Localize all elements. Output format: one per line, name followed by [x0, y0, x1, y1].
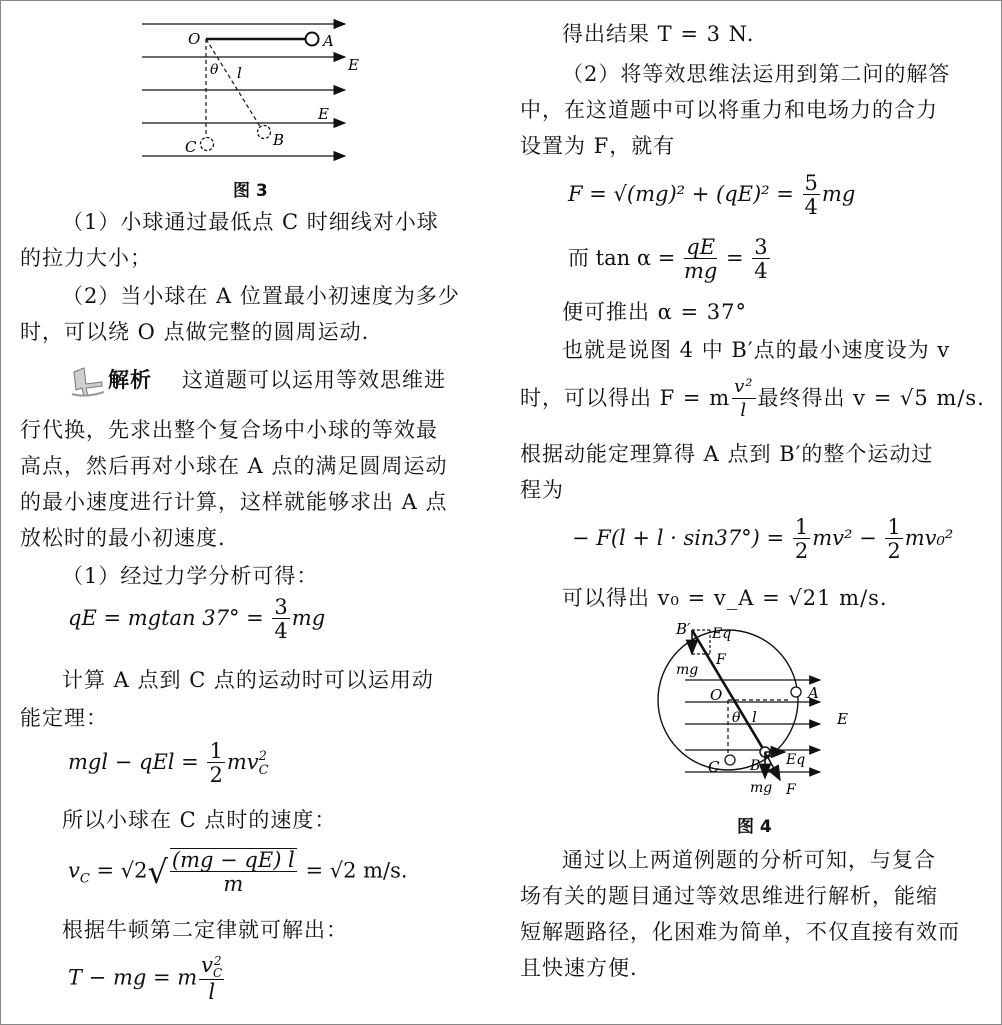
fig3-label-b: B [273, 131, 285, 149]
result-line: 得出结果 T = 3 N. [562, 22, 755, 46]
eq3-lhs: v [68, 858, 80, 883]
fig4-label-eq1: Eq [712, 626, 732, 642]
bprime-fraction [732, 376, 755, 423]
eq5-lhs: F = √(mg)² + (qE)² = [568, 182, 801, 206]
eq6-fraction-1 [684, 236, 717, 283]
eq1-fraction [272, 596, 289, 643]
fig4-label-theta: θ [732, 710, 741, 726]
bprime-frac-num: v² [734, 376, 754, 397]
equation-7 [572, 516, 953, 563]
eq3-fraction [170, 848, 297, 896]
analysis-line2: 行代换，先求出整个复合场中小球的等效最 [20, 418, 438, 442]
analysis-label: 解析 [108, 368, 152, 392]
figure-4-diagram [650, 612, 860, 802]
eq5-fraction [803, 172, 820, 219]
conclusion-line2: 场有关的题目通过等效思维进行解析，能缩 [520, 884, 938, 908]
energy-line1: 根据动能定理算得 A 点到 B′的整个运动过 [520, 442, 934, 466]
bprime-frac-den: l [740, 400, 748, 421]
eq4-num-v: v [201, 953, 214, 977]
eq4-num-sup: 2 [213, 953, 222, 968]
analysis-chair-icon [68, 364, 108, 398]
question-2-line1: （2）当小球在 A 位置最小初速度为多少 [62, 284, 460, 308]
analysis-line3: 高点，然后再对小球在 A 点的满足圆周运动 [20, 454, 448, 478]
part2-line3: 设置为 F，就有 [520, 134, 676, 158]
eq7-den2: 2 [887, 539, 901, 563]
fig4-label-a: A [808, 684, 819, 702]
eq1-den: 4 [274, 619, 288, 643]
figure-3-caption: 图 3 [233, 181, 268, 201]
fig4-label-o: O [710, 686, 723, 704]
eq6-eq: = [719, 246, 751, 270]
calc-line1: 计算 A 点到 C 点的运动时可以运用动 [62, 668, 434, 692]
analysis-line4: 的最小速度进行计算，这样就能够求出 A 点 [20, 490, 448, 514]
equation-6 [568, 236, 772, 283]
fig4-label-e: E [837, 710, 848, 728]
eq7-lhs: − F(l + l · sin37°) = [572, 526, 791, 550]
fig4-label-eq2: Eq [786, 752, 806, 768]
conclusion-line4: 且快速方便. [520, 956, 638, 980]
eq4-lhs: T − mg = m [68, 965, 198, 990]
eq4-fraction [199, 954, 224, 1004]
eq7-mid: mv² − [812, 526, 884, 550]
fig3-label-e2: E [318, 105, 329, 123]
fig3-label-theta: θ [210, 62, 219, 78]
eq2-sub: C [258, 762, 269, 778]
eq5-den: 4 [804, 195, 818, 219]
eq7-num2: 1 [887, 515, 901, 539]
final-line: 可以得出 v₀ = v_A = √21 m/s. [562, 586, 888, 610]
speed-line: 所以小球在 C 点时的速度： [62, 808, 337, 832]
eq7-den1: 2 [794, 539, 809, 563]
eq2-rhs: mv [226, 750, 259, 774]
equation-2 [68, 740, 269, 787]
eq1-rhs: mg [291, 606, 326, 630]
eq2-sup: 2 [258, 748, 267, 764]
eq6-fraction-2 [752, 236, 769, 283]
part2-line1: （2）将等效思维法运用到第二问的解答 [562, 62, 951, 86]
eq3-num: (mg − qE) l [171, 848, 295, 872]
part-1-intro: （1）经过力学分析可得： [62, 564, 319, 588]
eq6-den2: 4 [754, 259, 768, 283]
fig4-label-mg2: mg [750, 780, 773, 796]
eq1-num: 3 [274, 595, 288, 619]
fig4-label-f2: F [786, 782, 796, 798]
eq6-num: qE [684, 236, 717, 259]
bprime-line2-b: 最终得出 v = √5 m/s. [757, 386, 985, 410]
equation-5 [568, 172, 855, 219]
conclusion-line3: 短解题路径，化困难为简单，不仅直接有效而 [520, 920, 960, 944]
eq6-lhs: 而 tan α = [568, 246, 682, 270]
eq4-num [199, 954, 224, 980]
equation-3: $v_C = √2√$ $\frac{(mg - qE) l}{m}$ = √2 m/s. [68, 848, 408, 896]
eq7-fraction-2 [885, 516, 902, 563]
eq7-fraction-1 [793, 516, 810, 563]
equation-4 [68, 954, 226, 1004]
part2-line2: 中，在这道题中可以将重力和电场力的合力 [520, 98, 938, 122]
eq3-eq: = √2 [89, 858, 148, 883]
eq5-num: 5 [804, 171, 818, 195]
question-2-line2: 时，可以绕 O 点做完整的圆周运动. [20, 320, 370, 344]
energy-line2: 程为 [520, 478, 564, 502]
eq2-fraction [207, 740, 224, 787]
question-1-line1: （1）小球通过最低点 C 时细线对小球 [62, 210, 439, 234]
eq4-den: l [208, 979, 216, 1004]
bprime-line2-a: 时，可以得出 F = m [520, 386, 731, 410]
analysis-line5: 放松时的最小初速度. [20, 526, 226, 550]
equation-1 [68, 596, 325, 643]
fig3-label-l: l [237, 64, 242, 82]
eq3-den: m [223, 872, 244, 896]
eq3-lhs-sub: C [79, 871, 90, 887]
question-1-line2: 的拉力大小； [20, 246, 152, 270]
fig3-label-e1: E [348, 56, 359, 74]
fig4-label-bprime: B′ [676, 620, 691, 638]
eq4-num-sub: C [213, 965, 223, 980]
eq2-num: 1 [209, 739, 223, 763]
fig4-label-b: B [750, 758, 761, 774]
eq2-lhs: mgl − qEl = [68, 750, 206, 774]
alpha-line: 便可推出 α = 37° [562, 300, 748, 324]
fig4-label-l: l [752, 708, 757, 726]
conclusion-line1: 通过以上两道例题的分析可知，与复合 [562, 848, 936, 872]
eq1-lhs: qE = mgtan 37° = [68, 606, 271, 630]
eq2-den: 2 [209, 763, 223, 787]
figure-3-diagram [130, 12, 360, 164]
newton-line: 根据牛顿第二定律就可解出： [62, 918, 348, 942]
eq5-rhs: mg [821, 182, 856, 206]
bprime-line2 [520, 376, 985, 423]
eq6-den: mg [683, 259, 718, 283]
fig4-label-mg1: mg [676, 662, 699, 678]
bprime-line1: 也就是说图 4 中 B′点的最小速度设为 v [562, 338, 951, 362]
figure-4-caption: 图 4 [737, 817, 772, 837]
fig4-label-c: C [708, 758, 720, 776]
fig3-label-c: C [185, 138, 197, 156]
fig4-label-f1: F [716, 652, 726, 668]
eq7-rhs: mv₀² [904, 526, 954, 550]
fig3-label-o: O [188, 30, 201, 48]
eq3-rhs: = √2 m/s. [298, 858, 408, 883]
fig3-label-a: A [323, 32, 334, 50]
eq6-num2: 3 [754, 235, 768, 259]
analysis-line1: 这道题可以运用等效思维进 [182, 368, 446, 392]
calc-line2: 能定理： [20, 706, 108, 730]
eq7-num1: 1 [794, 515, 809, 539]
